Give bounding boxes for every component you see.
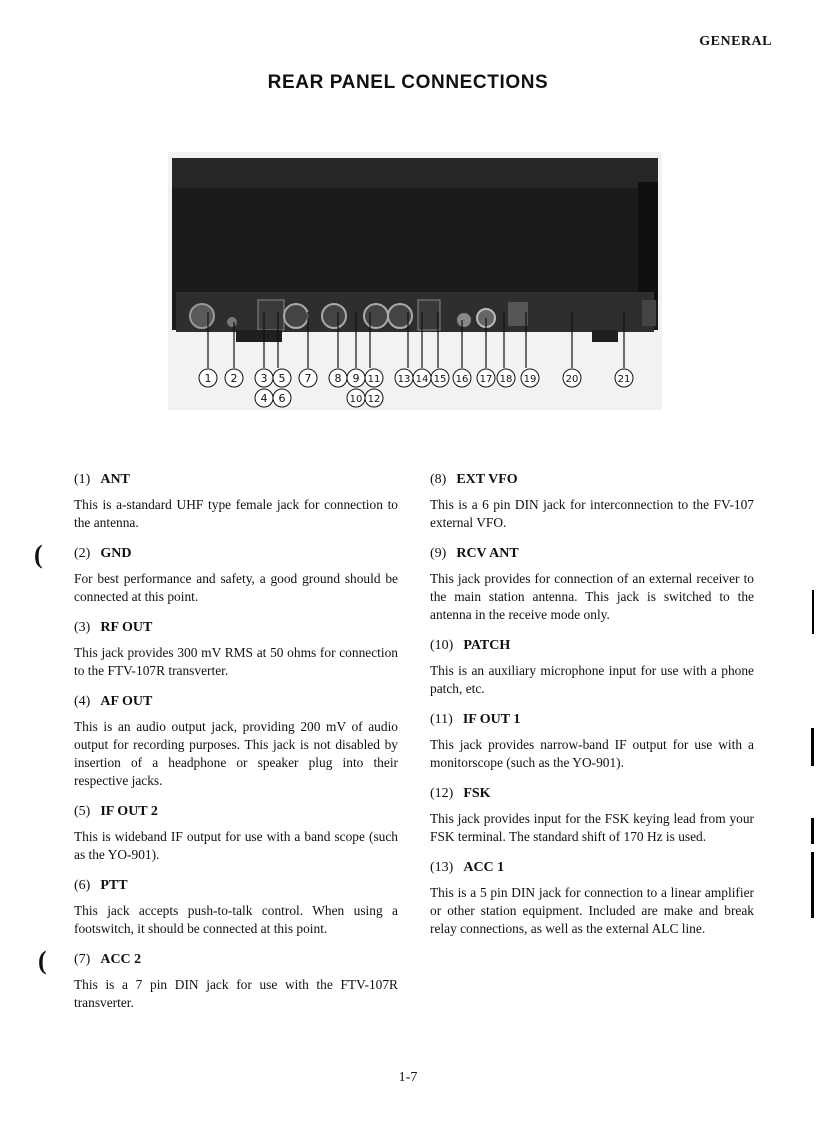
scan-edge-mark bbox=[812, 590, 814, 634]
section-heading: (1) ANT bbox=[74, 472, 130, 487]
callout-12 bbox=[365, 389, 383, 407]
scan-edge-mark bbox=[811, 728, 814, 766]
left-column bbox=[74, 472, 398, 1026]
section-acc-1 bbox=[430, 860, 754, 938]
scan-edge-mark bbox=[811, 852, 814, 918]
section-body: This jack provides narrow-band IF output for use with a monitorscope (such as the YO-901). bbox=[430, 737, 754, 770]
svg-text:19: 19 bbox=[523, 374, 537, 385]
scan-edge-mark bbox=[811, 818, 814, 844]
section-fsk bbox=[430, 786, 754, 846]
callout-3 bbox=[255, 369, 273, 387]
section-heading: (3) RF OUT bbox=[74, 620, 153, 635]
right-column bbox=[430, 472, 754, 952]
page-title: REAR PANEL CONNECTIONS bbox=[267, 72, 549, 93]
callout-8 bbox=[329, 369, 347, 387]
section-heading: (4) AF OUT bbox=[74, 694, 153, 709]
svg-text:10: 10 bbox=[349, 394, 363, 405]
callout-13 bbox=[395, 369, 413, 387]
section-body: This is a-standard UHF type female jack for connection to the antenna. bbox=[74, 497, 398, 530]
section-header: GENERAL bbox=[699, 34, 772, 49]
section-body: This is wideband IF output for use with a band scope (such as the YO-901). bbox=[74, 829, 398, 862]
svg-text:6: 6 bbox=[278, 392, 286, 405]
svg-text:14: 14 bbox=[415, 374, 429, 385]
section-heading: (10) PATCH bbox=[430, 638, 511, 653]
svg-text:17: 17 bbox=[479, 374, 493, 385]
section-patch bbox=[430, 638, 754, 698]
section-body: This jack provides for connection of an external receiver to the main station antenna. This jack is switched to the antenna in the receive mode only. bbox=[430, 571, 754, 622]
svg-text:20: 20 bbox=[565, 374, 579, 385]
section-body: This jack provides 300 mV RMS at 50 ohms for connection to the FTV-107R transverter. bbox=[74, 645, 398, 678]
section-heading: (9) RCV ANT bbox=[430, 546, 519, 561]
callout-20 bbox=[563, 369, 581, 387]
callout-16 bbox=[453, 369, 471, 387]
section-body: This is an audio output jack, providing 200 mV of audio output for recording purposes. This jack is not disabled by insertion of a headphone or speaker plug into their respective jacks. bbox=[74, 719, 398, 788]
svg-text:4: 4 bbox=[260, 392, 268, 405]
callout-9 bbox=[347, 369, 365, 387]
svg-text:7: 7 bbox=[304, 372, 312, 385]
section-rcv-ant bbox=[430, 546, 754, 624]
svg-text:18: 18 bbox=[499, 374, 513, 385]
section-if-out-2 bbox=[74, 804, 398, 864]
section-body: This jack accepts push-to-talk control. When using a footswitch, it should be connected at this point. bbox=[74, 903, 398, 936]
callout-5 bbox=[273, 369, 291, 387]
svg-text:8: 8 bbox=[334, 372, 342, 385]
callout-15 bbox=[431, 369, 449, 387]
svg-text:5: 5 bbox=[278, 372, 286, 385]
callout-6 bbox=[273, 389, 291, 407]
callout-21 bbox=[615, 369, 633, 387]
section-af-out bbox=[74, 694, 398, 790]
section-heading: (6) PTT bbox=[74, 878, 128, 893]
svg-text:13: 13 bbox=[397, 374, 411, 385]
callout-7 bbox=[299, 369, 317, 387]
svg-text:11: 11 bbox=[367, 374, 381, 385]
section-rf-out bbox=[74, 620, 398, 680]
section-if-out-1 bbox=[430, 712, 754, 772]
section-gnd bbox=[74, 546, 398, 606]
svg-text:2: 2 bbox=[230, 372, 238, 385]
section-heading: (11) IF OUT 1 bbox=[430, 712, 521, 727]
callout-4 bbox=[255, 389, 273, 407]
section-body: For best performance and safety, a good ground should be connected at this point. bbox=[74, 571, 398, 604]
svg-text:21: 21 bbox=[617, 374, 631, 385]
section-acc-2 bbox=[74, 952, 398, 1012]
svg-text:3: 3 bbox=[260, 372, 268, 385]
section-heading: (7) ACC 2 bbox=[74, 952, 142, 967]
svg-text:12: 12 bbox=[367, 394, 381, 405]
callout-2 bbox=[225, 369, 243, 387]
svg-text:9: 9 bbox=[352, 372, 360, 385]
section-body: This is a 7 pin DIN jack for use with the FTV-107R transverter. bbox=[74, 977, 398, 1010]
callout-18 bbox=[497, 369, 515, 387]
svg-text:15: 15 bbox=[433, 374, 447, 385]
callout-10 bbox=[347, 389, 365, 407]
section-ptt bbox=[74, 878, 398, 938]
callout-17 bbox=[477, 369, 495, 387]
section-heading: (8) EXT VFO bbox=[430, 472, 518, 487]
callout-1 bbox=[199, 369, 217, 387]
svg-text:1: 1 bbox=[204, 372, 212, 385]
rear-panel-illustration bbox=[168, 152, 662, 410]
binder-punch-mark: ( bbox=[34, 540, 43, 569]
callout-14 bbox=[413, 369, 431, 387]
section-body: This jack provides input for the FSK keying lead from your FSK terminal. The standard shift of 170 Hz is used. bbox=[430, 811, 754, 844]
section-body: This is a 5 pin DIN jack for connection to a linear amplifier or other station equipment. Included are make and break relay connections, as well as the external ALC line. bbox=[430, 885, 754, 936]
section-heading: (12) FSK bbox=[430, 786, 491, 801]
section-heading: (13) ACC 1 bbox=[430, 860, 505, 875]
section-heading: (2) GND bbox=[74, 546, 132, 561]
binder-punch-mark: ( bbox=[38, 946, 47, 975]
section-ext-vfo bbox=[430, 472, 754, 532]
section-heading: (5) IF OUT 2 bbox=[74, 804, 158, 819]
section-ant bbox=[74, 472, 398, 532]
rear-panel-photo bbox=[168, 152, 662, 410]
section-body: This is a 6 pin DIN jack for interconnection to the FV-107 external VFO. bbox=[430, 497, 754, 530]
page-number: 1-7 bbox=[398, 1070, 418, 1085]
callout-19 bbox=[521, 369, 539, 387]
section-body: This is an auxiliary microphone input for use with a phone patch, etc. bbox=[430, 663, 754, 696]
svg-text:16: 16 bbox=[455, 374, 469, 385]
callout-11 bbox=[365, 369, 383, 387]
